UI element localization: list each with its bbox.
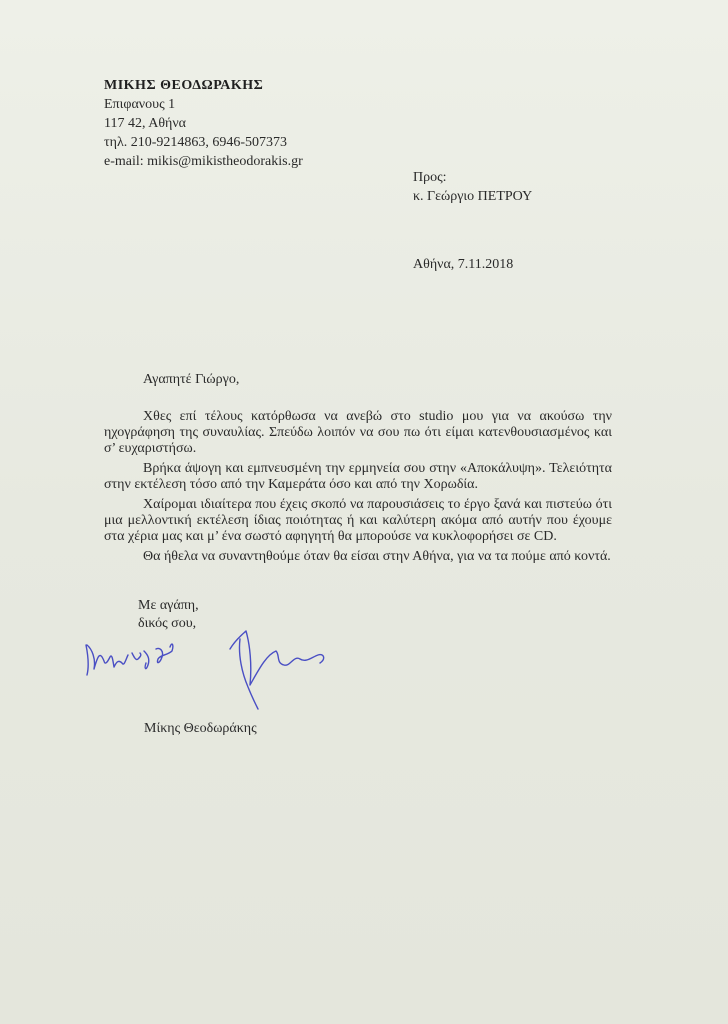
handwritten-signature	[80, 625, 330, 715]
closing-line1: Με αγάπη,	[138, 598, 199, 613]
signed-name: Μίκης Θεοδωράκης	[144, 721, 257, 736]
body-paragraph-2: Βρήκα άψογη και εμπνευσμένη την ερμηνεία σου στην «Αποκάλυψη». Τελειότητα στην εκτέλεση τόσο από την Καμεράτα όσο και από την Χορωδία.	[104, 461, 612, 492]
closing-line2: δικός σου,	[138, 616, 197, 631]
recipient-name: κ. Γεώργιο ΠΕΤΡΟΥ	[413, 189, 533, 204]
letter-body	[104, 409, 612, 569]
sender-address-line2: 117 42, Αθήνα	[104, 116, 187, 131]
body-paragraph-3: Χαίρομαι ιδιαίτερα που έχεις σκοπό να παρουσιάσεις το έργο ξανά και πιστεύω ότι μια μελλοντική εκτέλεση ίδιας ποιότητας ή και καλύτερη ακόμα από αυτήν που έχουμε στα χέρια μας και μ’ ένα σωστό αφηγητή θα μπορούσε να κυκλοφορήσει σε CD.	[104, 497, 612, 544]
sender-email: e-mail: mikis@mikistheodorakis.gr	[104, 154, 303, 169]
recipient-label: Προς:	[413, 170, 447, 185]
sender-phone: τηλ. 210-9214863, 6946-507373	[104, 135, 288, 150]
signature-stroke-2	[230, 631, 324, 709]
letter-date: Αθήνα, 7.11.2018	[413, 257, 514, 272]
recipient-block	[413, 168, 532, 206]
sender-address-line1: Επιφανους 1	[104, 97, 176, 112]
sender-block	[104, 76, 303, 171]
signature-stroke-1	[86, 644, 173, 675]
body-paragraph-4: Θα ήθελα να συναντηθούμε όταν θα είσαι στην Αθήνα, για να τα πούμε από κοντά.	[143, 549, 611, 564]
greeting: Αγαπητέ Γιώργο,	[143, 372, 240, 387]
sender-name: ΜΙΚΗΣ ΘΕΟΔΩΡΑΚΗΣ	[104, 78, 264, 93]
body-paragraph-1: Χθες επί τέλους κατόρθωσα να ανεβώ στο studio μου για να ακούσω την ηχογράφηση της συναυλίας. Σπεύδω λοιπόν να σου πω ότι είμαι κατενθουσιασμένος και σ’ ευχαριστήσω.	[104, 409, 612, 456]
